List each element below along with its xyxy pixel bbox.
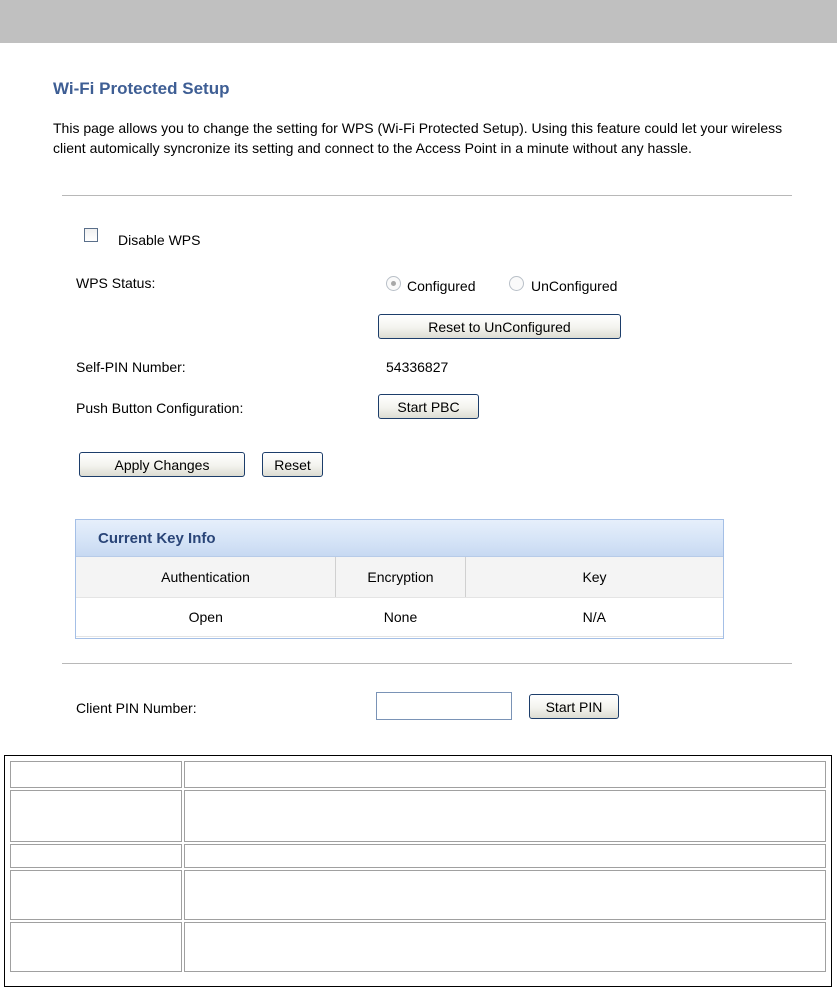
cell-encryption: None — [336, 598, 466, 637]
table-cell — [184, 844, 826, 868]
disable-wps-checkbox[interactable] — [84, 228, 98, 242]
cell-key: N/A — [466, 598, 724, 637]
table-cell — [184, 761, 826, 788]
table-cell — [184, 922, 826, 972]
col-key: Key — [466, 557, 724, 598]
key-info-title: Current Key Info — [98, 530, 216, 547]
self-pin-label: Self-PIN Number: — [76, 359, 186, 375]
disable-wps-label: Disable WPS — [118, 232, 201, 248]
reset-to-unconfigured-button[interactable]: Reset to UnConfigured — [378, 314, 621, 339]
col-encryption: Encryption — [336, 557, 466, 598]
radio-unconfigured[interactable] — [509, 276, 524, 291]
table-cell — [184, 870, 826, 920]
start-pin-button[interactable]: Start PIN — [529, 694, 619, 719]
table-cell — [10, 870, 182, 920]
current-key-info-panel — [75, 519, 724, 639]
reset-button[interactable]: Reset — [262, 452, 323, 477]
page-description: This page allows you to change the setting for WPS (Wi-Fi Protected Setup). Using this feature could let your wireless client automically syncronize its setting and connect to the Access Point in a minute without any hassle. — [53, 120, 783, 156]
key-info-table — [76, 557, 723, 637]
start-pbc-button[interactable]: Start PBC — [378, 394, 479, 419]
table-cell — [10, 844, 182, 868]
client-pin-label: Client PIN Number: — [76, 700, 197, 716]
empty-table-frame — [4, 755, 832, 987]
divider-bottom — [62, 663, 792, 664]
table-row — [10, 870, 826, 920]
table-cell — [10, 790, 182, 842]
table-row — [10, 790, 826, 842]
col-authentication: Authentication — [76, 557, 336, 598]
table-cell — [10, 922, 182, 972]
table-row — [10, 761, 826, 788]
page-title: Wi-Fi Protected Setup — [53, 79, 230, 98]
table-cell — [184, 790, 826, 842]
cell-authentication: Open — [76, 598, 336, 637]
table-row — [10, 844, 826, 868]
key-info-header-row — [76, 557, 723, 598]
client-pin-input[interactable] — [376, 692, 512, 720]
wps-status-label: WPS Status: — [76, 275, 156, 291]
self-pin-value: 54336827 — [386, 359, 449, 375]
pbc-label: Push Button Configuration: — [76, 400, 244, 416]
radio-configured-label: Configured — [407, 278, 476, 294]
key-info-header — [76, 520, 723, 556]
table-row — [76, 598, 723, 637]
apply-changes-button[interactable]: Apply Changes — [79, 452, 245, 477]
radio-unconfigured-label: UnConfigured — [531, 278, 618, 294]
table-row — [10, 922, 826, 972]
empty-table — [8, 759, 828, 974]
divider-top — [62, 195, 792, 196]
radio-configured[interactable] — [386, 276, 401, 291]
table-cell — [10, 761, 182, 788]
top-bar — [0, 0, 837, 43]
